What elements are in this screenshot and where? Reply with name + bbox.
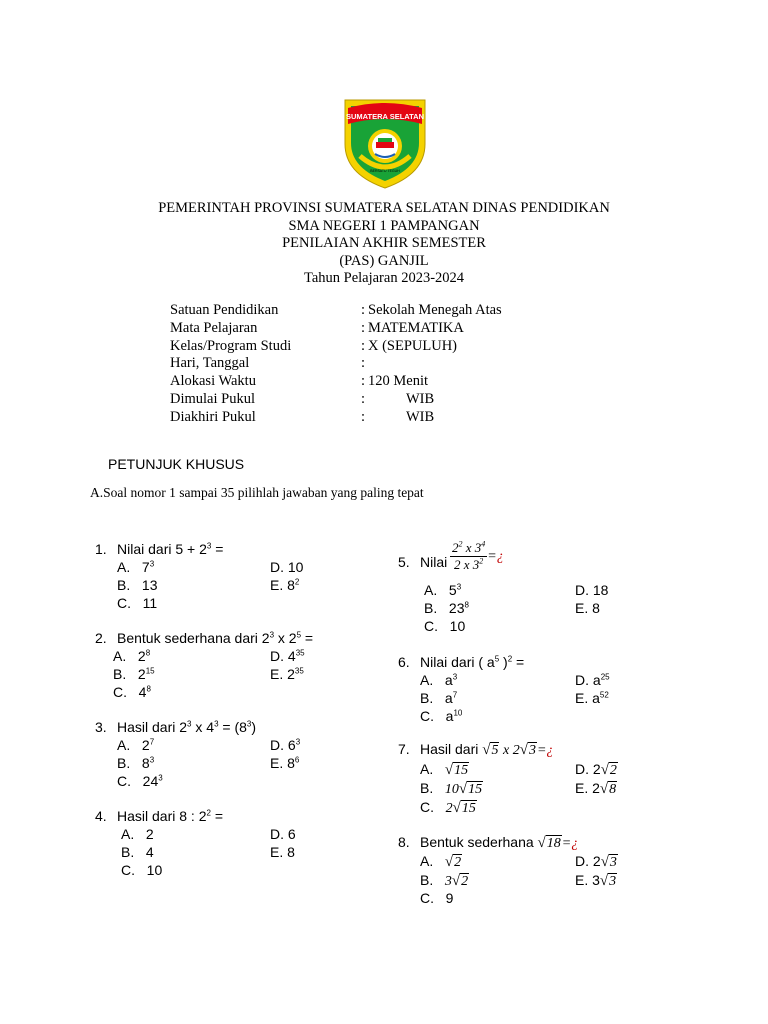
info-label: Dimulai Pukul [170, 390, 255, 407]
logo-banner-text: SUMATERA SELATAN [345, 112, 425, 121]
option-e[interactable]: E. $8^6$ [270, 755, 300, 771]
info-colon: : [361, 319, 366, 336]
question-number: 1. [95, 541, 107, 557]
heading-line: (PAS) GANJIL [339, 252, 429, 269]
option-e[interactable]: E. $8^2$ [270, 577, 300, 593]
option-a[interactable]: A. √2 [420, 853, 462, 870]
option-c[interactable]: C. 2√15 [420, 799, 476, 816]
option-e[interactable]: E. $2^{35}$ [270, 666, 304, 682]
option-b[interactable]: B. 4 [121, 844, 154, 860]
option-c[interactable]: C. $4^8$ [113, 684, 151, 700]
option-a[interactable]: A. $2^7$ [117, 737, 155, 753]
option-a[interactable]: A. $5^3$ [424, 582, 462, 598]
question-number: 3. [95, 719, 107, 735]
question-mark-glyph: ¿ [571, 836, 579, 851]
info-label: Hari, Tanggal [170, 355, 250, 372]
question-mark-glyph: ¿ [546, 743, 554, 758]
info-colon: : [361, 302, 366, 318]
option-e[interactable]: E. 2√8 [575, 780, 617, 797]
question-text: Bentuk sederhana dari $2^3$ x $2^5$ = [117, 630, 314, 646]
question-number: 5. [398, 554, 410, 570]
info-value: 120 Menit [368, 373, 429, 390]
option-b[interactable]: B. 13 [117, 577, 158, 593]
question-text: Hasil dari 8 : $2^2$ = [117, 808, 224, 824]
option-b[interactable]: B. 3√2 [420, 872, 469, 889]
option-d[interactable]: D. $a^{25}$ [575, 672, 610, 688]
info-value: MATEMATIKA [368, 319, 464, 336]
option-d[interactable]: D. $4^{35}$ [270, 648, 305, 664]
option-b[interactable]: B. $a^7$ [420, 690, 458, 706]
info-value: WIB [406, 390, 435, 407]
heading-line: SMA NEGERI 1 PAMPANGAN [288, 217, 480, 234]
document-heading [0, 200, 768, 288]
option-b[interactable]: B. 10√15 [420, 780, 483, 797]
heading-line: PEMERINTAH PROVINSI SUMATERA SELATAN DINAS PENDIDIKAN [158, 200, 610, 216]
question-text: Hasil dari $2^3$ x $4^3 = (8^3)$ [117, 719, 257, 735]
info-label: Satuan Pendidikan [170, 302, 279, 318]
option-e[interactable]: E. 8 [270, 844, 295, 860]
info-colon: : [361, 337, 366, 354]
option-a[interactable]: A. 2 [121, 826, 154, 842]
info-colon: : [361, 408, 366, 425]
question-number: 4. [95, 808, 107, 824]
question-text: Bentuk sederhana √18=¿ [420, 834, 579, 851]
info-value: WIB [406, 408, 435, 425]
logo-motto-text: BERSATU TEGUH [370, 169, 400, 173]
option-c[interactable]: C. 9 [420, 890, 454, 906]
option-d[interactable]: D. 2√3 [575, 853, 617, 870]
section-heading: PETUNJUK KHUSUS [108, 456, 245, 472]
option-e[interactable]: E. 8 [575, 600, 600, 616]
option-d[interactable]: D. $6^3$ [270, 737, 301, 753]
heading-line: PENILAIAN AKHIR SEMESTER [282, 235, 486, 251]
instruction-text: A.Soal nomor 1 sampai 35 pilihlah jawaban yang paling tepat [90, 485, 424, 500]
question-number: 2. [95, 630, 107, 646]
option-c[interactable]: C. $24^3$ [117, 773, 163, 789]
option-d[interactable]: D. 18 [575, 582, 609, 598]
provincial-logo [342, 94, 428, 190]
info-colon: : [361, 355, 366, 372]
option-d[interactable]: D. 2√2 [575, 761, 617, 778]
option-d[interactable]: D. 6 [270, 826, 296, 842]
info-value: Sekolah Menegah Atas [368, 302, 502, 318]
option-a[interactable]: A. √15 [420, 761, 469, 778]
info-label: Alokasi Waktu [170, 373, 256, 390]
question-text: Nilai dari $5 + 2^3$ = [117, 541, 224, 557]
option-d[interactable]: D. 10 [270, 559, 304, 575]
info-colon: : [361, 373, 366, 390]
option-b[interactable]: B. $2^{15}$ [113, 666, 155, 682]
info-value: X (SEPULUH) [368, 337, 458, 354]
option-e[interactable]: E. 3√3 [575, 872, 617, 889]
option-b[interactable]: B. $8^3$ [117, 755, 155, 771]
option-c[interactable]: C. 10 [424, 618, 466, 634]
option-a[interactable]: A. $2^8$ [113, 648, 151, 664]
option-c[interactable]: C. 11 [117, 595, 158, 611]
option-b[interactable]: B. $23^8$ [424, 600, 469, 616]
question-mark-glyph: ¿ [496, 549, 504, 565]
question-text: Nilai [420, 554, 448, 570]
option-e[interactable]: E. $a^{52}$ [575, 690, 609, 706]
info-label: Diakhiri Pukul [170, 408, 256, 425]
info-label: Kelas/Program Studi [170, 337, 292, 354]
heading-line: Tahun Pelajaran 2023-2024 [303, 270, 465, 286]
question-number: 8. [398, 834, 410, 850]
option-a[interactable]: A. $a^3$ [420, 672, 458, 688]
option-c[interactable]: C. $a^{10}$ [420, 708, 463, 724]
question-text: Hasil dari √5 x 2√3=¿ [420, 741, 554, 758]
info-colon: : [361, 390, 366, 407]
option-a[interactable]: A. $7^3$ [117, 559, 155, 575]
question-text: Nilai dari ( $a^5$ )$^2$ = [420, 654, 525, 670]
option-c[interactable]: C. 10 [121, 862, 163, 878]
question-number: 6. [398, 654, 410, 670]
fraction-expression: $\frac{2^2 x 3^4}{2 x 3^2}$ =¿ [452, 539, 504, 572]
question-number: 7. [398, 741, 410, 757]
info-label: Mata Pelajaran [170, 319, 258, 336]
